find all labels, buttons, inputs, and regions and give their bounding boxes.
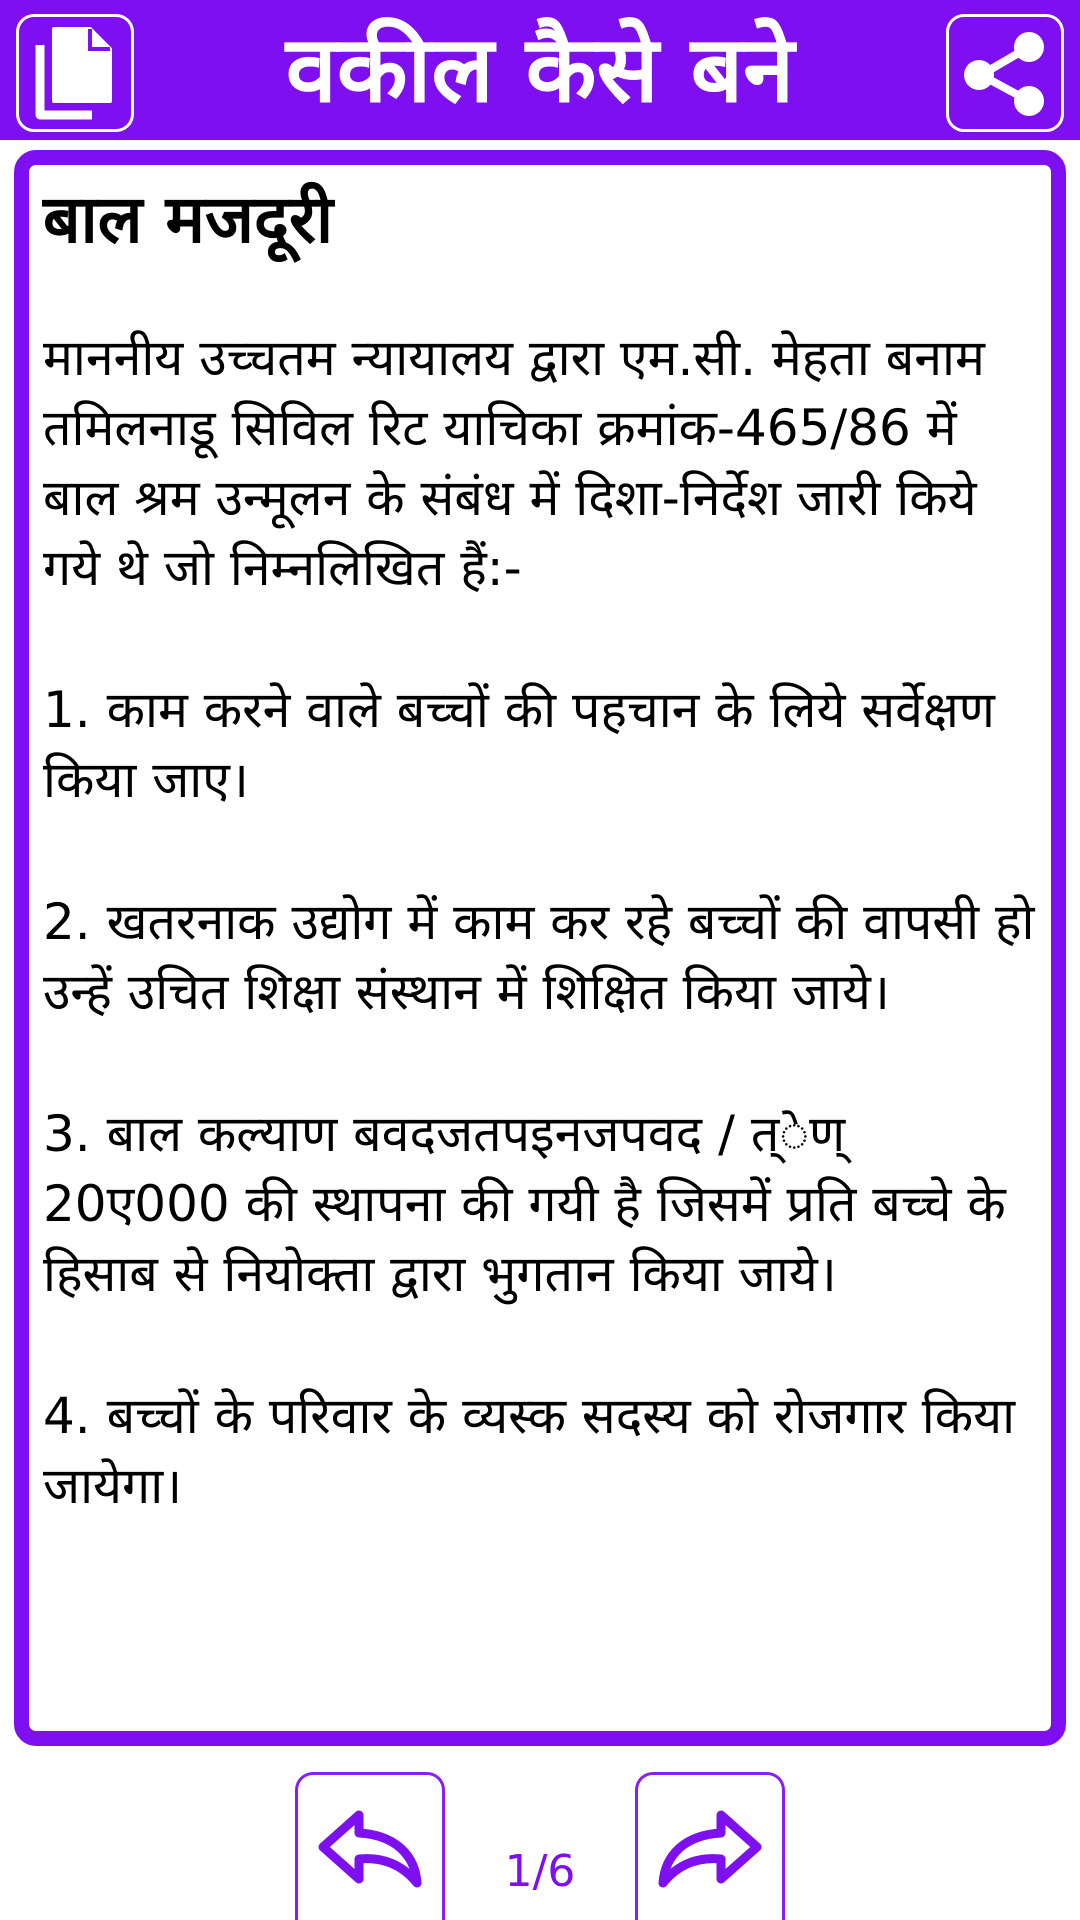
article-card[interactable] (14, 150, 1066, 1746)
documents-button[interactable] (16, 14, 134, 132)
page-indicator: 1/6 (504, 1846, 576, 1897)
app-header (0, 0, 1080, 140)
next-page-button[interactable] (635, 1772, 785, 1920)
previous-page-button[interactable] (295, 1772, 445, 1920)
article-paragraph: 4. बच्चों के परिवार के व्यस्क सदस्य को रोजगार किया जायेगा। (43, 1387, 1016, 1515)
pagination-bar (0, 1746, 1080, 1920)
share-icon (957, 25, 1053, 121)
forward-arrow-icon (655, 1803, 765, 1893)
back-arrow-icon (315, 1803, 425, 1893)
article-paragraph: 1. काम करने वाले बच्चों की पहचान के लिये सर्वेक्षण किया जाए। (43, 681, 995, 809)
article-body (29, 165, 1051, 1521)
article-title: बाल मजदूरी (43, 181, 334, 258)
app-title: वकील कैसे बने (285, 16, 795, 123)
article-paragraph: 2. खतरनाक उद्योग में काम कर रहे बच्चों की वापसी हो उन्हें उचित शिक्षा संस्थान में शिक्षित किया जाये। (43, 893, 1035, 1021)
article-paragraph: 3. बाल कल्याण बवदजतपइनजपवद / त्ेण् 20ए000 की स्थापना की गयी है जिसमें प्रति बच्चे के हिसाब से नियोक्ता द्वारा भुगतान किया जाये। (43, 1105, 1006, 1303)
article-paragraph: माननीय उच्चतम न्यायालय द्वारा एम.सी. मेहता बनाम तमिलनाडू सिविल रिट याचिका क्रमांक-465/86 में बाल श्रम उन्मूलन के संबंध में दिशा-निर्देश जारी किये गये थे जो निम्नलिखित हैं:- (43, 329, 985, 597)
share-button[interactable] (946, 14, 1064, 132)
documents-icon (30, 23, 120, 123)
